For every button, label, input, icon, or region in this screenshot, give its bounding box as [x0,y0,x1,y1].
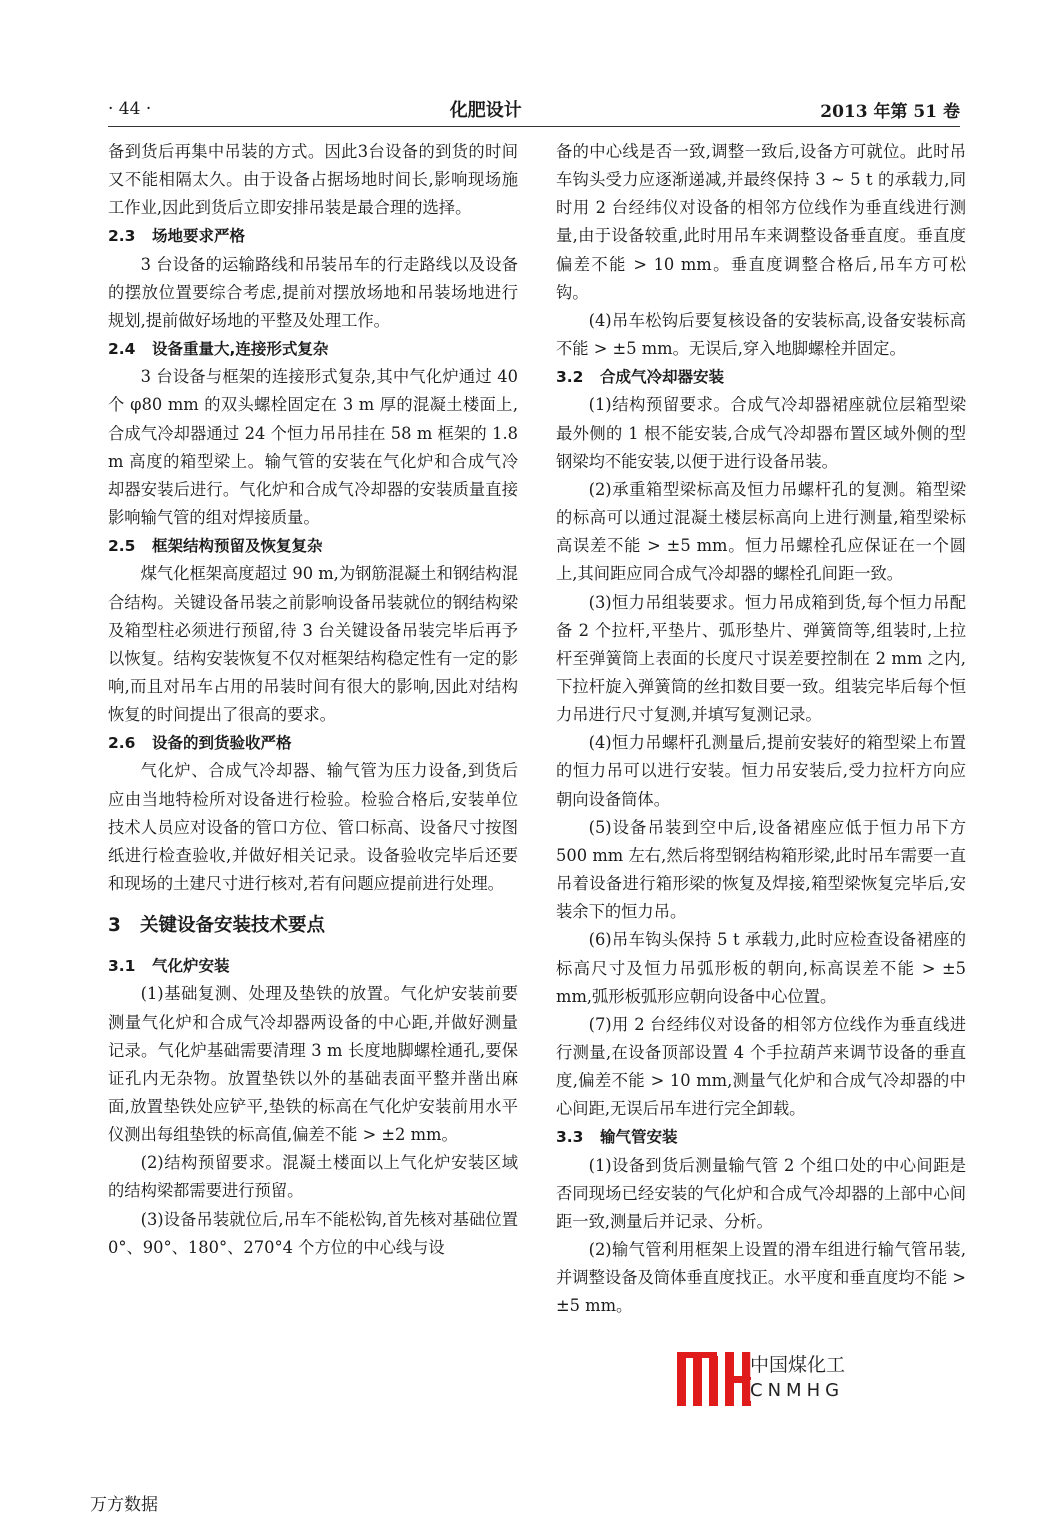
heading-number: 2.6 [108,734,136,753]
heading-number: 3 [108,915,121,937]
heading-number: 3.1 [108,957,136,976]
paragraph: (1)基础复测、处理及垫铁的放置。气化炉安装前要测量气化炉和合成气冷却器两设备的中心距,并做好测量记录。气化炉基础需要清理 3 m 长度地脚螺栓通孔,要保证孔内无杂物。放置垫铁以外的基础表面平整并凿出麻面,放置垫铁处应铲平,垫铁的标高在气化炉安装前用水平仪测出每组垫铁的标高值,偏差不能 > ±2 mm。 [108,984,518,1145]
paragraph: (5)设备吊装到空中后,设备裙座应低于恒力吊下方 500 mm 左右,然后将型钢结构箱形梁,此时吊车需要一直吊着设备进行箱形梁的恢复及焊接,箱型梁恢复完毕后,安装余下的恒力吊。 [556,817,966,922]
heading-text: 输气管安装 [600,1128,678,1147]
subsection-heading [108,335,518,363]
paragraph: (7)用 2 台经纬仪对设备的相邻方位线作为垂直线进行测量,在设备顶部设置 4 个手拉葫芦来调节设备的垂直度,偏差不能 > 10 mm,测量气化炉和合成气冷却器的中心间距,无误后吊车进行完全卸载。 [556,1014,966,1119]
header-rule [108,126,960,127]
mh-logo-icon [675,1348,755,1408]
heading-text: 合成气冷却器安装 [600,368,725,387]
running-header [108,94,960,124]
paragraph: (3)设备吊装就位后,吊车不能松钩,首先核对基础位置 0°、90°、180°、270°4 个方位的中心线与设 [108,1209,518,1257]
watermark-logo [675,1348,975,1408]
heading-text: 场地要求严格 [152,227,246,246]
paragraph: 煤气化框架高度超过 90 m,为钢筋混凝土和钢结构混合结构。关键设备吊装之前影响设备吊装就位的钢结构梁及箱型柱必须进行预留,待 3 台关键设备吊装完毕后再予以恢复。结构安装恢复不仅对框架结构稳定性有一定的影响,而且对吊车占用的吊装时间有很大的影响,因此对结构恢复的时间提出了很高的要求。 [108,564,518,725]
subsection-heading [556,363,966,391]
heading-text: 设备的到货验收严格 [152,734,292,753]
paragraph: (3)恒力吊组装要求。恒力吊成箱到货,每个恒力吊配备 2 个拉杆,平垫片、弧形垫片、弹簧筒等,组装时,上拉杆至弹簧筒上表面的长度尺寸误差要控制在 2 mm 之内,下拉杆旋入弹簧筒的丝扣数目要一致。组装完毕后每个恒力吊进行尺寸复测,并填写复测记录。 [556,592,966,725]
section-heading [108,912,518,940]
heading-number: 3.2 [556,368,584,387]
left-column [108,138,518,1262]
right-column [556,138,966,1321]
heading-text: 设备重量大,连接形式复杂 [152,340,329,359]
heading-text: 气化炉安装 [152,957,230,976]
heading-text: 关键设备安装技术要点 [140,915,326,937]
subsection-heading [108,532,518,560]
subsection-heading [108,729,518,757]
heading-number: 2.4 [108,340,136,359]
heading-number: 2.3 [108,227,136,246]
paragraph: (2)结构预留要求。混凝土楼面以上气化炉安装区域的结构梁都需要进行预留。 [108,1153,518,1201]
subsection-heading [108,952,518,980]
journal-title: 化肥设计 [449,100,522,121]
heading-number: 3.3 [556,1128,584,1147]
paragraph: (6)吊车钩头保持 5 t 承载力,此时应检查设备裙座的标高尺寸及恒力吊弧形板的朝向,标高误差不能 > ±5 mm,弧形板弧形应朝向设备中心位置。 [556,930,966,1006]
heading-number: 2.5 [108,537,136,556]
subsection-heading [556,1123,966,1151]
paragraph: 气化炉、合成气冷却器、输气管为压力设备,到货后应由当地特检所对设备进行检验。检验合格后,安装单位技术人员应对设备的管口方位、管口标高、设备尺寸按图纸进行检查验收,并做好相关记录。设备验收完毕后还要和现场的土建尺寸进行核对,若有问题应提前进行处理。 [108,761,518,894]
paragraph: 备到货后再集中吊装的方式。因此3台设备的到货的时间又不能相隔太久。由于设备占据场地时间长,影响现场施工作业,因此到货后立即安排吊装是最合理的选择。 [108,142,518,218]
watermark-cn: 中国煤化工 [750,1350,845,1377]
paragraph: (2)输气管利用框架上设置的滑车组进行输气管吊装,并调整设备及筒体垂直度找正。水平度和垂直度均不能 > ±5 mm。 [556,1240,966,1316]
paragraph: (4)吊车松钩后要复核设备的安装标高,设备安装标高不能 > ±5 mm。无误后,穿入地脚螺栓并固定。 [556,310,966,359]
issue-info: 2013 年第 51 卷 [820,101,960,122]
footer-source: 万方数据 [90,1495,158,1515]
page-number: · 44 · [108,99,152,119]
paragraph: 3 台设备的运输路线和吊装吊车的行走路线以及设备的摆放位置要综合考虑,提前对摆放场地和吊装场地进行规划,提前做好场地的平整及处理工作。 [108,254,518,330]
watermark-en: CNMHG [750,1380,845,1401]
paragraph: (1)设备到货后测量输气管 2 个组口处的中心间距是否同现场已经安装的气化炉和合成气冷却器的上部中心间距一致,测量后并记录、分析。 [556,1155,966,1231]
paragraph: 3 台设备与框架的连接形式复杂,其中气化炉通过 40 个 φ80 mm 的双头螺栓固定在 3 m 厚的混凝土楼面上,合成气冷却器通过 24 个恒力吊吊挂在 58 m 框架的 1.8 m 高度的箱型梁上。输气管的安装在气化炉和合成气冷却器安装后进行。气化炉和合成气冷却器的安装质量直接影响输气管的组对焊接质量。 [108,367,518,528]
paragraph: (1)结构预留要求。合成气冷却器裙座就位层箱型梁最外侧的 1 根不能安装,合成气冷却器布置区域外侧的型钢梁均不能安装,以便于进行设备吊装。 [556,395,966,471]
heading-text: 框架结构预留及恢复复杂 [152,537,323,556]
subsection-heading [108,222,518,250]
paragraph: 备的中心线是否一致,调整一致后,设备方可就位。此时吊车钩头受力应逐渐递减,并最终保持 3 ~ 5 t 的承载力,同时用 2 台经纬仪对设备的相邻方位线作为垂直线进行测量,由于设备较重,此时用吊车来调整设备垂直度。垂直度偏差不能 > 10 mm。垂直度调整合格后,吊车方可松钩。 [556,142,966,302]
paragraph: (2)承重箱型梁标高及恒力吊螺杆孔的复测。箱型梁的标高可以通过混凝土楼层标高向上进行测量,箱型梁标高误差不能 > ±5 mm。恒力吊螺栓孔应保证在一个圆上,其间距应同合成气冷却器的螺栓孔间距一致。 [556,479,966,584]
paragraph: (4)恒力吊螺杆孔测量后,提前安装好的箱型梁上布置的恒力吊可以进行安装。恒力吊安装后,受力拉杆方向应朝向设备筒体。 [556,733,966,809]
